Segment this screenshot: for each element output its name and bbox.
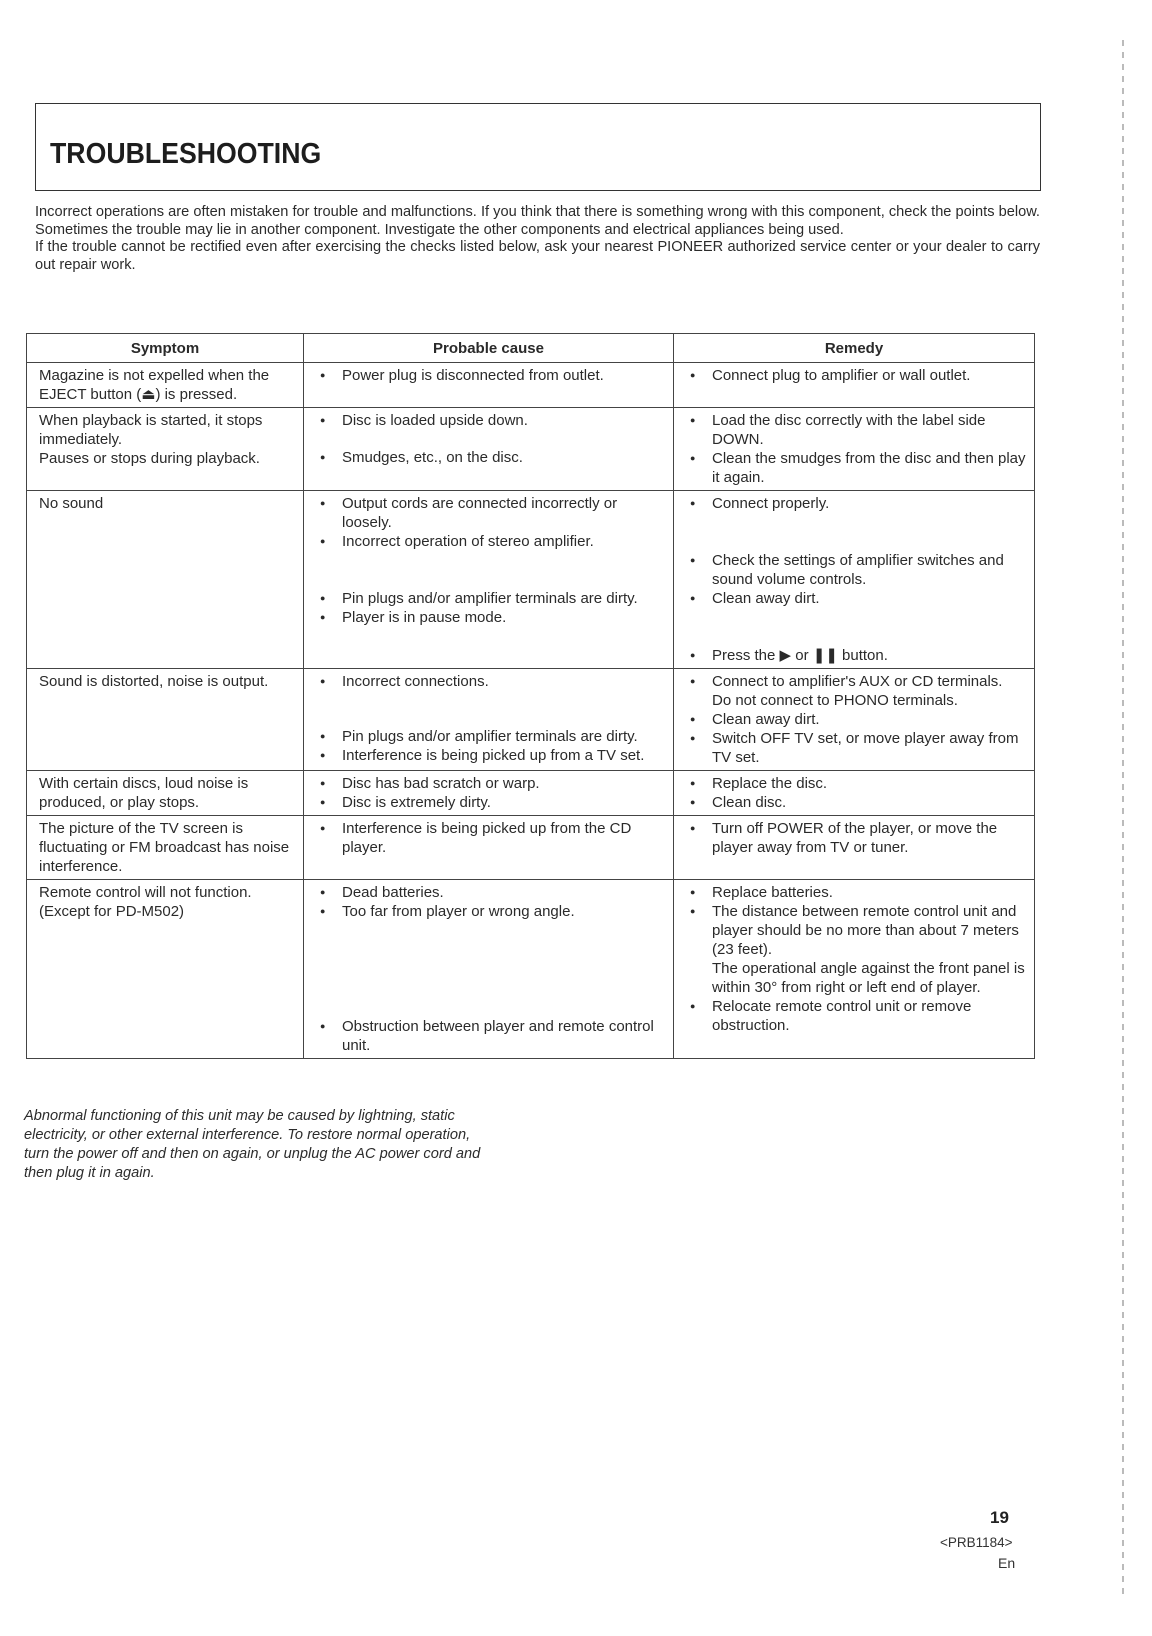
cause-item: ● Too far from player or wrong angle.: [316, 902, 665, 921]
scan-edge-artifact: [1122, 40, 1124, 1600]
remedy-cell: [674, 408, 1035, 491]
symptom-cell: [27, 363, 304, 408]
symptom-cell: [27, 669, 304, 771]
intro-text: [35, 204, 1040, 274]
symptom-text: No sound: [39, 495, 104, 512]
cause-cell: [304, 771, 674, 816]
remedy-item: The operational angle against the front panel is within 30° from right or left end of player.: [712, 960, 1025, 996]
cause-item: ● Dead batteries.: [316, 883, 665, 902]
symptom-text: Magazine is not expelled when the EJECT button (⏏) is pressed.: [39, 367, 270, 403]
symptom-text: The picture of the TV screen is fluctuating or FM broadcast has noise interference.: [39, 820, 290, 875]
cause-item: ● Disc is loaded upside down.: [316, 411, 665, 430]
symptom-text: With certain discs, loud noise is produced, or play stops.: [39, 775, 249, 811]
cause-item: ● Disc has bad scratch or warp.: [316, 774, 665, 793]
intro-paragraph-1: Incorrect operations are often mistaken for trouble and malfunctions. If you think that there is something wrong with this component, check the points below. Sometimes the trouble may lie in another component. Investigate the other components and electrical appliances being used.: [35, 204, 1040, 238]
language-code: En: [998, 1555, 1016, 1571]
cause-cell: [304, 816, 674, 880]
remedy-item: ● Turn off POWER of the player, or move the player away from TV or tuner.: [686, 819, 1026, 857]
cause-cell: [304, 669, 674, 771]
remedy-item: ● Connect to amplifier's AUX or CD terminals.: [686, 672, 1026, 691]
cause-item: ● Power plug is disconnected from outlet.: [316, 366, 665, 385]
table-header-row: [27, 334, 1035, 363]
table-row: [27, 669, 1035, 771]
cause-item: ● Disc is extremely dirty.: [316, 793, 665, 812]
cause-item: ● Obstruction between player and remote control unit.: [316, 1017, 665, 1055]
remedy-item: ● The distance between remote control unit and player should be no more than about 7 meters (23 feet).: [686, 902, 1026, 959]
cause-cell: [304, 408, 674, 491]
table-row: [27, 363, 1035, 408]
remedy-item: ● Replace the disc.: [686, 774, 1026, 793]
table-row: [27, 491, 1035, 669]
cause-item: ● Pin plugs and/or amplifier terminals are dirty.: [316, 727, 665, 746]
remedy-item: ● Clean away dirt.: [686, 589, 1026, 608]
troubleshooting-table: [26, 333, 1035, 1059]
remedy-continuation: [686, 691, 1026, 710]
symptom-text: When playback is started, it stops immediately.: [39, 412, 263, 448]
symptom-cell: [27, 880, 304, 1059]
cause-cell: [304, 491, 674, 669]
remedy-item: Do not connect to PHONO terminals.: [712, 692, 958, 709]
remedy-item: ● Clean disc.: [686, 793, 1026, 812]
cause-item: ● Incorrect operation of stereo amplifier.: [316, 532, 665, 551]
remedy-item: ● Clean the smudges from the disc and then play it again.: [686, 449, 1026, 487]
remedy-cell: [674, 771, 1035, 816]
remedy-item: ● Relocate remote control unit or remove obstruction.: [686, 997, 1026, 1035]
header-remedy: Remedy: [674, 334, 1035, 363]
remedy-item: ● Replace batteries.: [686, 883, 1026, 902]
remedy-item: ● Clean away dirt.: [686, 710, 1026, 729]
remedy-continuation: [686, 959, 1026, 997]
remedy-item: ● Check the settings of amplifier switches and sound volume controls.: [686, 551, 1026, 589]
intro-paragraph-2: If the trouble cannot be rectified even after exercising the checks listed below, ask your nearest PIONEER authorized service center or your dealer to carry out repair work.: [35, 239, 1040, 273]
remedy-item: ● Connect properly.: [686, 494, 1026, 513]
table-row: [27, 771, 1035, 816]
remedy-item: ● Press the ▶ or ❚❚ button.: [686, 646, 1026, 665]
header-symptom: Symptom: [27, 334, 304, 363]
table-row: [27, 880, 1035, 1059]
remedy-cell: [674, 363, 1035, 408]
remedy-cell: [674, 880, 1035, 1059]
cause-cell: [304, 880, 674, 1059]
page-title: TROUBLESHOOTING: [50, 138, 322, 170]
remedy-item: ● Switch OFF TV set, or move player away from TV set.: [686, 729, 1026, 767]
cause-item: ● Smudges, etc., on the disc.: [316, 448, 665, 467]
remedy-cell: [674, 491, 1035, 669]
remedy-item: ● Connect plug to amplifier or wall outlet.: [686, 366, 1026, 385]
cause-item: ● Interference is being picked up from a TV set.: [316, 746, 665, 765]
symptom-cell: [27, 491, 304, 669]
remedy-cell: [674, 669, 1035, 771]
symptom-cell: [27, 771, 304, 816]
cause-item: ● Output cords are connected incorrectly or loosely.: [316, 494, 665, 532]
symptom-cell: [27, 408, 304, 491]
header-probable-cause: Probable cause: [304, 334, 674, 363]
document-code: <PRB1184>: [940, 1535, 1013, 1550]
symptom-text-secondary: (Except for PD-M502): [39, 903, 185, 920]
table-row: [27, 816, 1035, 880]
abnormal-functioning-note: Abnormal functioning of this unit may be caused by lightning, static electricity, or other external interference. To restore normal operation, turn the power off and then on again, or unplug the AC power cord and then plug it in again.: [24, 1108, 481, 1181]
remedy-cell: [674, 816, 1035, 880]
page-number: 19: [990, 1508, 1009, 1527]
remedy-item: ● Load the disc correctly with the label side DOWN.: [686, 411, 1026, 449]
cause-item: ● Pin plugs and/or amplifier terminals are dirty.: [316, 589, 665, 608]
cause-cell: [304, 363, 674, 408]
cause-item: ● Player is in pause mode.: [316, 608, 665, 627]
symptom-text: Remote control will not function.: [39, 884, 252, 901]
cause-item: ● Incorrect connections.: [316, 672, 665, 691]
symptom-cell: [27, 816, 304, 880]
title-box: [35, 103, 1041, 191]
symptom-text-secondary: Pauses or stops during playback.: [39, 450, 260, 467]
cause-item: ● Interference is being picked up from the CD player.: [316, 819, 665, 857]
symptom-text: Sound is distorted, noise is output.: [39, 673, 269, 690]
table-row: [27, 408, 1035, 491]
